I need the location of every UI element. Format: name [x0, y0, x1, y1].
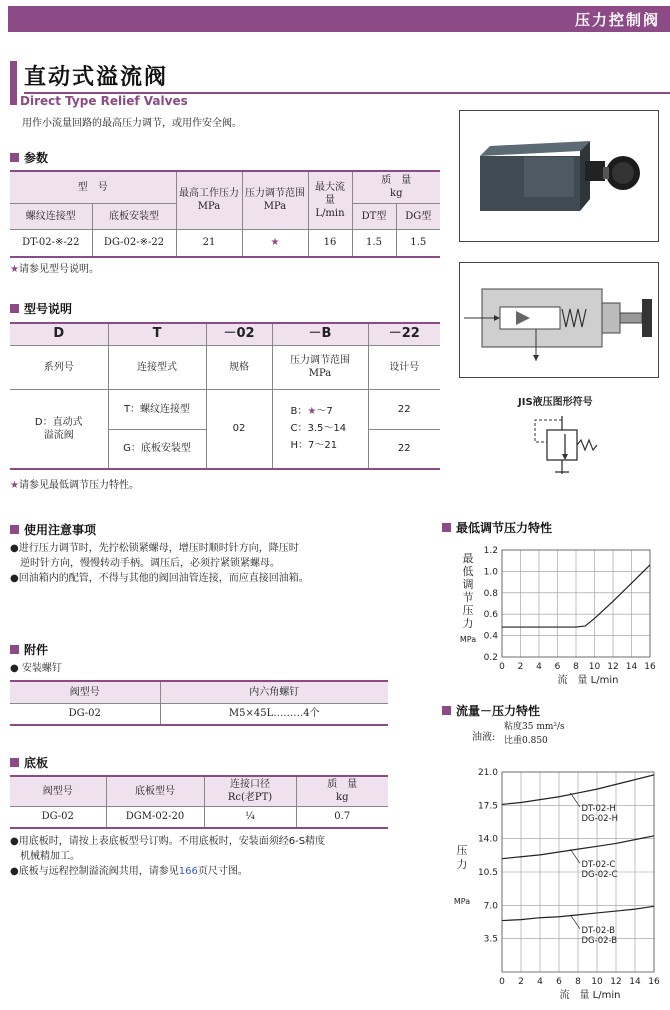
y-axis-label-char: 调	[462, 578, 474, 591]
oil-spec	[504, 720, 565, 748]
section-marker-icon	[442, 706, 451, 715]
model-code-heading: 型号说明	[10, 300, 72, 317]
mass-dg-header: DG型	[396, 203, 440, 229]
x-tick-label: 14	[629, 977, 641, 987]
model-code-note: ★请参见最低调节压力特性。	[10, 480, 139, 491]
max-flow-header: 最大流量 L/min	[308, 171, 352, 229]
code-size: －02	[206, 323, 272, 345]
design-desc-1: 22	[368, 389, 440, 429]
subplate-note-line: ●用底板时，请按上表底板型号订购。不用底板时，安装面须经6-S精度	[10, 836, 326, 847]
y-tick-label: 1.0	[483, 567, 498, 578]
x-tick-label: 6	[556, 977, 562, 987]
x-tick-label: 4	[537, 977, 543, 987]
sp-col-mass: 质 量 kg	[296, 776, 388, 806]
category-header-bar	[8, 6, 670, 32]
x-tick-label: 8	[575, 977, 581, 987]
y-axis-label-char: 力	[462, 617, 474, 630]
page-reference-link[interactable]: 166	[178, 866, 198, 877]
row-flow: 16	[308, 229, 352, 257]
params-note: ★请参见型号说明。	[10, 264, 99, 275]
x-tick-label: 12	[610, 977, 622, 987]
y-tick-label: 7.0	[483, 901, 498, 912]
x-tick-label: 16	[644, 662, 656, 672]
mass-dt-header: DT型	[352, 203, 396, 229]
label-series: 系列号	[43, 361, 74, 373]
cautions-heading: 使用注意事项	[10, 521, 96, 538]
chart2-title: 流量－压力特性	[442, 702, 540, 719]
y-axis-label-char: 力	[456, 858, 468, 871]
flow-pressure-chart	[440, 760, 668, 1006]
caution-line: ●回油箱内的配管，不得与其他的阀回油管连接，而应直接回油箱。	[10, 573, 309, 584]
x-tick-label: 0	[499, 977, 505, 987]
acc-col-screw: 内六角螺钉	[160, 681, 388, 703]
size-desc: 02	[206, 389, 272, 469]
y-tick-label: 1.2	[483, 546, 498, 556]
acc-col-model: 阀型号	[10, 681, 160, 703]
y-tick-label: 14.0	[477, 834, 498, 845]
subplate-heading: 底板	[10, 754, 48, 771]
x-tick-label: 10	[588, 662, 601, 672]
sp-plate: DGM-02-20	[106, 806, 204, 828]
oil-density: 比重0.850	[504, 736, 548, 746]
x-tick-label: 0	[499, 662, 505, 672]
page-subtitle-en: Direct Type Relief Valves	[20, 94, 188, 108]
x-tick-label: 14	[625, 662, 638, 672]
section-marker-icon	[442, 523, 451, 532]
subplate-note-line: 机械精加工。	[10, 851, 80, 862]
x-tick-label: 6	[554, 662, 561, 672]
sp-col-valve: 阀型号	[10, 776, 106, 806]
label-conn: 连接型式	[108, 345, 206, 389]
series-leader-line	[570, 793, 580, 807]
conn-g-desc: G：底板安装型	[108, 429, 206, 469]
oil-label: 油液:	[472, 732, 496, 743]
row-mass-dg: 1.5	[396, 229, 440, 257]
x-tick-label: 12	[607, 662, 619, 672]
section-marker-icon	[10, 525, 19, 534]
y-tick-label: 21.0	[477, 768, 498, 778]
x-axis-label: 流 量 L/min	[559, 990, 621, 1001]
row-threaded: DT-02-※-22	[22, 237, 80, 249]
row-pressure: 21	[176, 229, 242, 257]
y-tick-label: 0.6	[483, 610, 498, 621]
subplate-header: 底板安装型	[92, 203, 176, 229]
params-heading: 参数	[10, 149, 48, 166]
y-tick-label: 10.5	[477, 868, 498, 878]
oil-viscosity: 粘度35 mm²/s	[504, 722, 565, 732]
label-design: 设计号	[368, 345, 440, 389]
code-series: D	[10, 323, 108, 345]
y-axis-label-char: 节	[462, 591, 474, 604]
series-label: DT-02-H	[581, 803, 616, 814]
x-tick-label: 10	[591, 977, 603, 987]
y-tick-label: 3.5	[483, 934, 498, 945]
sp-col-plate: 底板型号	[106, 776, 204, 806]
label-size: 规格	[206, 345, 272, 389]
title-accent-bar	[10, 61, 17, 105]
sp-port: ¼	[204, 806, 296, 828]
series-label: DG-02-C	[581, 870, 618, 881]
y-tick-label: 17.5	[477, 801, 498, 812]
sp-valve: DG-02	[41, 811, 74, 823]
subplate-notes	[10, 834, 430, 879]
series-leader-line	[570, 849, 580, 863]
series-label: DG-02-B	[581, 935, 618, 946]
y-axis-label-char: 压	[456, 844, 468, 857]
section-marker-icon	[10, 304, 19, 313]
label-range: 压力调节范围 MPa	[272, 345, 368, 389]
y-tick-label: 0.4	[483, 631, 498, 642]
model-header: 型 号	[10, 171, 176, 203]
y-axis-label-char: 最	[462, 552, 474, 565]
y-axis-unit: MPa	[453, 897, 471, 906]
subplate-table	[10, 775, 388, 829]
intro-text: 用作小流量回路的最高压力调节，或用作安全阀。	[22, 118, 242, 129]
series-leader-line	[570, 915, 580, 929]
mass-header: 质 量 kg	[352, 171, 440, 203]
range-header: 压力调节范围 MPa	[242, 171, 308, 229]
accessory-table	[10, 680, 388, 726]
threaded-header: 螺纹连接型	[10, 203, 92, 229]
y-axis-label-char: 压	[462, 604, 474, 617]
params-table	[10, 170, 440, 258]
x-tick-label: 2	[517, 662, 524, 672]
x-tick-label: 4	[536, 662, 542, 672]
code-design: －22	[368, 323, 440, 345]
sp-col-port: 连接口径 Rc(老PT)	[204, 776, 296, 806]
design-desc-2: 22	[368, 429, 440, 469]
row-subplate: DG-02-※-22	[92, 229, 176, 257]
caution-line: 逆时针方向，慢慢转动手柄。调压后，必须拧紧锁紧螺母。	[10, 558, 280, 569]
acc-screw: M5×45L………4个	[160, 703, 388, 725]
cautions-list	[10, 541, 430, 586]
page-title: 直动式溢流阀	[24, 65, 169, 90]
product-photo	[459, 110, 659, 242]
row-range: ★	[242, 229, 308, 257]
section-marker-icon	[10, 153, 19, 162]
accessory-heading: 附件	[10, 641, 48, 658]
series-desc: D：直动式 溢流阀	[34, 416, 83, 441]
code-conn: T	[108, 323, 206, 345]
caution-line: ●进行压力调节时，先拧松锁紧螺母，增压时顺时针方向，降压时	[10, 543, 299, 554]
sp-mass: 0.7	[296, 806, 388, 828]
x-tick-label: 16	[648, 977, 660, 987]
y-tick-label: 0.8	[483, 588, 498, 599]
section-marker-icon	[10, 758, 19, 767]
category-label: 压力控制阀	[574, 11, 660, 29]
row-mass-dt: 1.5	[352, 229, 396, 257]
x-tick-label: 2	[518, 977, 524, 987]
accessory-subheading: ● 安装螺钉	[10, 663, 62, 674]
y-axis-label-char: 低	[462, 565, 474, 578]
chart1-title: 最低调节压力特性	[442, 519, 552, 536]
max-pressure-header: 最高工作压力 MPa	[176, 171, 242, 229]
section-drawing	[459, 262, 659, 378]
min-pressure-chart	[440, 538, 668, 688]
series-label: DG-02-H	[581, 813, 618, 824]
jis-symbol-label: JIS液压图形符号	[518, 397, 593, 408]
acc-model: DG-02	[68, 708, 101, 720]
model-code-table	[10, 322, 440, 470]
y-tick-label: 0.2	[483, 653, 498, 663]
y-axis-unit: MPa	[459, 635, 477, 644]
x-axis-label: 流 量 L/min	[557, 675, 619, 686]
jis-symbol-icon	[525, 412, 605, 484]
code-range: －B	[272, 323, 368, 345]
conn-t-desc: T：螺纹连接型	[108, 389, 206, 429]
subplate-note-line: ●底板与远程控制溢流阀共用，请参见166页尺寸图。	[10, 866, 248, 877]
section-marker-icon	[10, 645, 19, 654]
series-label: DT-02-C	[581, 860, 616, 871]
x-tick-label: 8	[573, 662, 579, 672]
range-desc: B：★～7 C：3.5～14 H：7～21	[272, 389, 368, 469]
series-label: DT-02-B	[581, 925, 615, 936]
